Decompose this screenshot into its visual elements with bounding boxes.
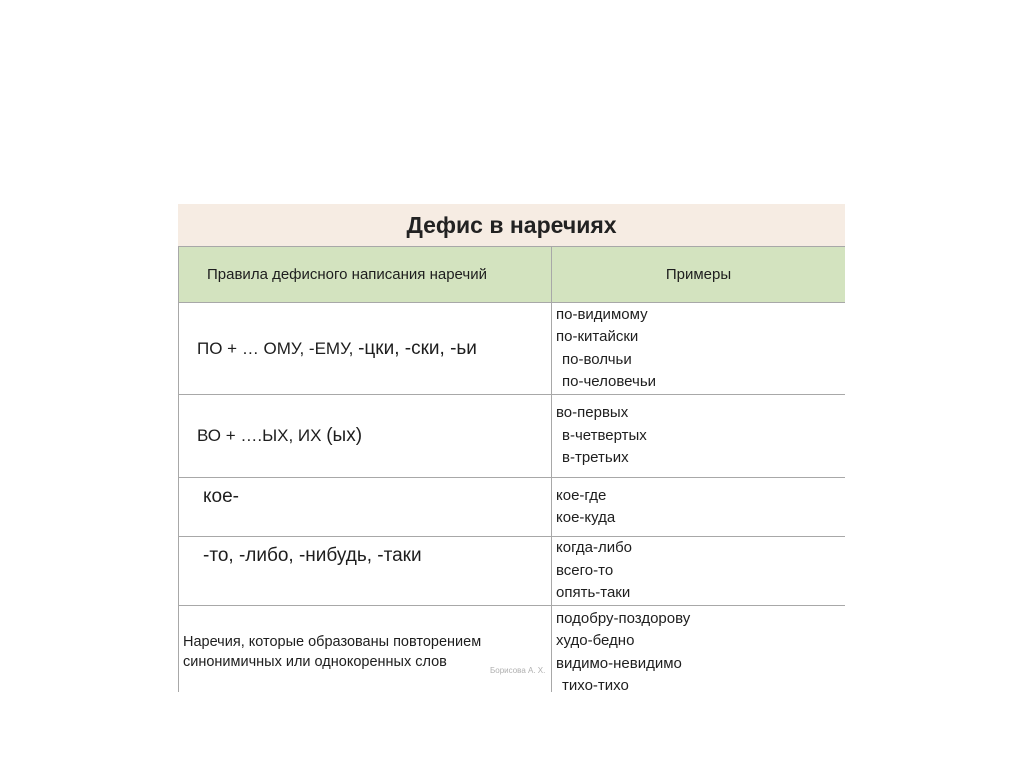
example-item: тихо-тихо <box>562 677 629 692</box>
example-item: худо-бедно <box>556 632 635 649</box>
example-item: по-китайски <box>556 328 639 345</box>
rule-text: кое- <box>203 486 239 507</box>
example-item: в-третьих <box>562 449 629 467</box>
examples-cell <box>552 303 846 395</box>
example-item: по-человечьи <box>562 373 657 390</box>
rule-cell <box>179 395 552 478</box>
rule-text-line: Наречия, которые образованы повторением <box>183 633 482 650</box>
rule-text: ВО + ….ЫХ, ИХ <box>197 426 327 445</box>
examples-cell <box>552 537 846 606</box>
rule-cell <box>179 537 552 606</box>
table-row <box>179 395 846 478</box>
slide-title: Дефис в наречиях <box>178 204 845 246</box>
example-item: в-четвертых <box>562 426 647 444</box>
example-item: видимо-невидимо <box>556 654 682 672</box>
rule-cell <box>179 605 552 692</box>
rule-text-suffix: (ых) <box>326 425 363 446</box>
header-examples: Примеры <box>552 247 846 303</box>
table-row <box>179 537 846 606</box>
table-header-row <box>179 247 846 303</box>
example-item: всего-то <box>556 561 614 579</box>
header-rules: Правила дефисного написания наречий <box>179 247 552 303</box>
author-watermark: Борисова А. Х. <box>490 666 546 675</box>
rules-table <box>178 246 845 692</box>
example-item: кое-где <box>556 486 607 504</box>
slide <box>178 204 845 692</box>
examples-cell <box>552 605 846 692</box>
examples-cell <box>552 395 846 478</box>
example-item: опять-таки <box>556 584 631 601</box>
rule-text-suffix: -цки, -ски, -ьи <box>358 337 477 359</box>
example-item: по-волчьи <box>562 350 632 368</box>
example-item: по-видимому <box>556 305 648 323</box>
rule-text: -то, -либо, -нибудь, -таки <box>203 545 422 566</box>
table-row <box>179 605 846 692</box>
example-item: когда-либо <box>556 539 633 556</box>
rule-cell <box>179 303 552 395</box>
rule-text: ПО + … ОМУ, -ЕМУ, <box>197 338 359 358</box>
table-row <box>179 478 846 537</box>
example-item: кое-куда <box>556 509 616 526</box>
rule-cell <box>179 478 552 537</box>
example-item: подобру-поздорову <box>556 609 691 627</box>
examples-cell <box>552 478 846 537</box>
table-row <box>179 303 846 395</box>
rule-text-line: синонимичных или однокоренных слов <box>183 653 447 670</box>
example-item: во-первых <box>556 404 629 422</box>
